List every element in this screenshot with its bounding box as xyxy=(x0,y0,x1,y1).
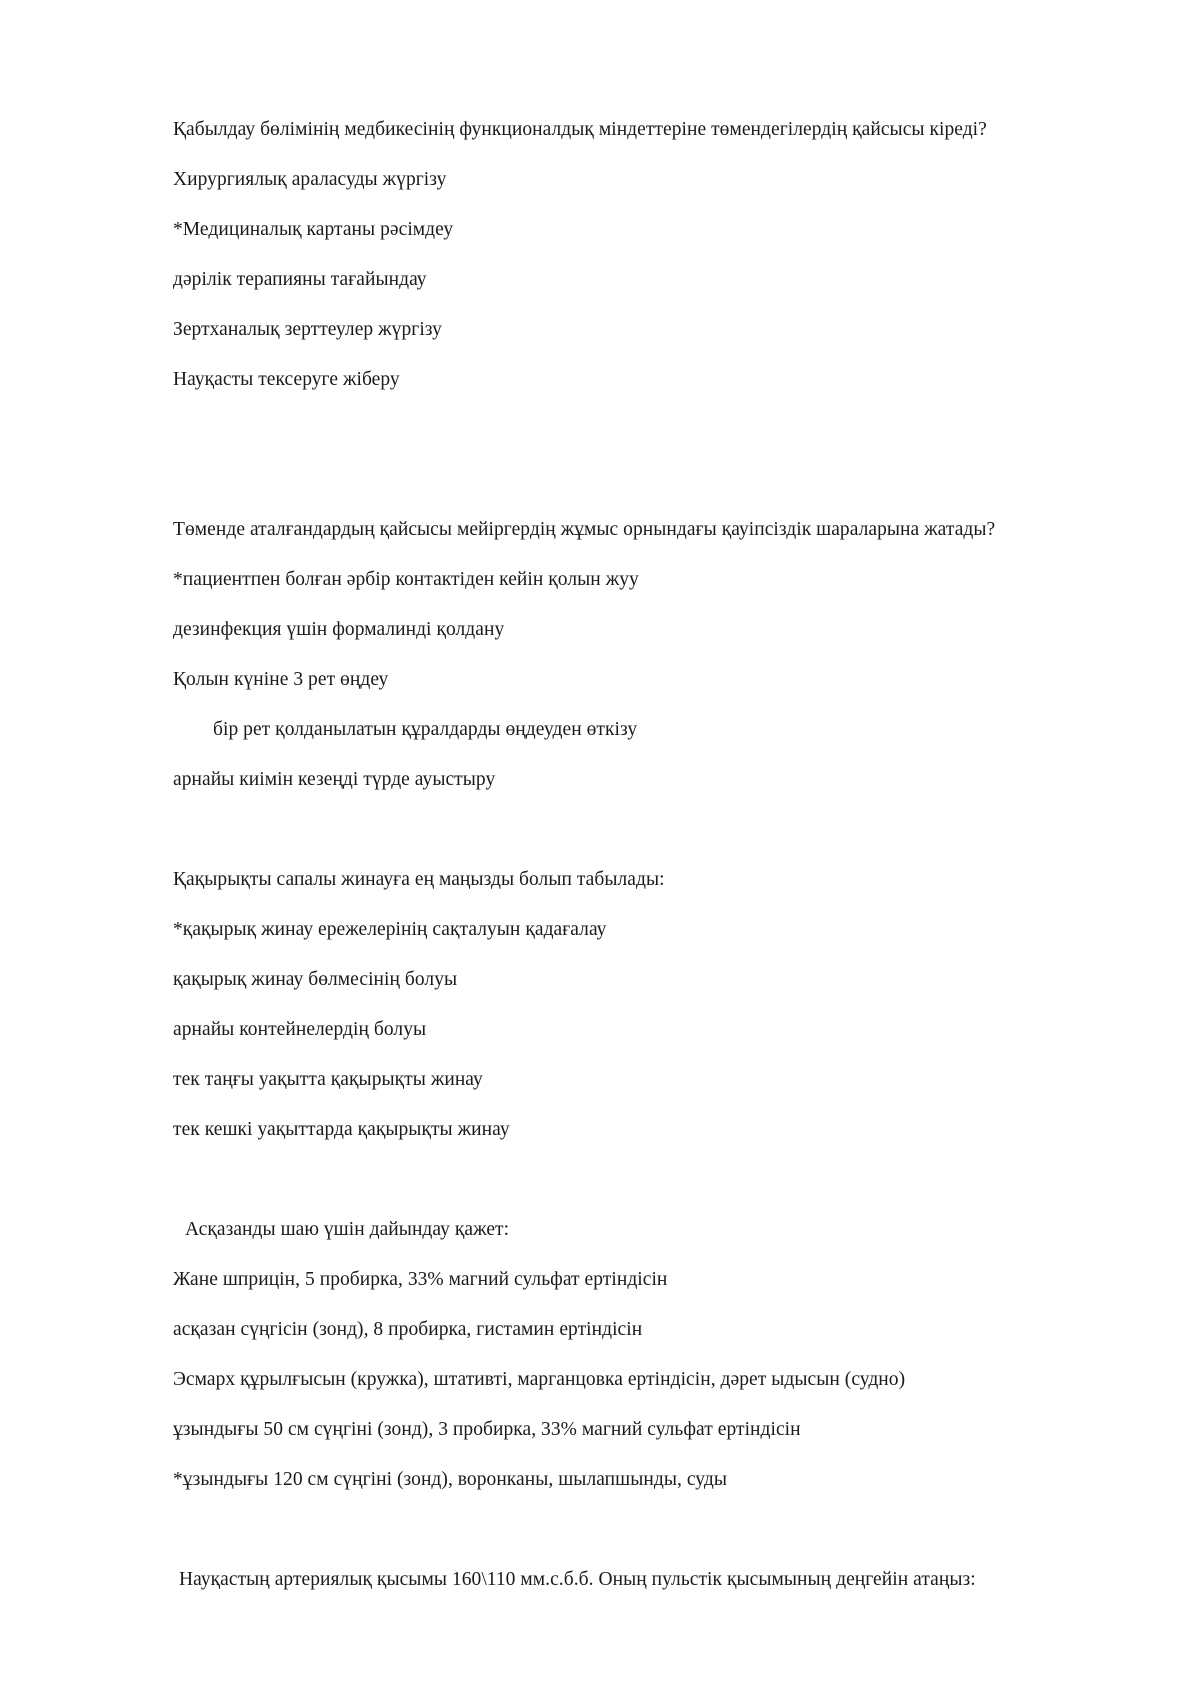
question-1-option-1: Хирургиялық араласуды жүргізу xyxy=(173,169,447,190)
question-3-option-2: қақырық жинау бөлмесінің болуы xyxy=(173,969,458,990)
question-4-option-4: ұзындығы 50 см сүңгіні (зонд), 3 пробирка, 33% магний сульфат ертіндісін xyxy=(173,1419,801,1440)
question-3-option-4: тек таңғы уақытта қақырықты жинау xyxy=(173,1069,483,1090)
question-2-option-4: бір рет қолданылатын құралдарды өңдеуден өткізу xyxy=(213,719,638,740)
question-1-option-3: дәрілік терапияны тағайындау xyxy=(173,269,427,290)
question-3-prompt: Қақырықты сапалы жинауға ең маңызды болып табылады: xyxy=(173,869,665,890)
question-4-option-3: Эсмарх құрылғысын (кружка), штативті, марганцовка ертіндісін, дәрет ыдысын (судно) xyxy=(173,1369,906,1390)
question-4-option-5: *ұзындығы 120 см сүңгіні (зонд), воронканы, шылапшынды, суды xyxy=(173,1469,727,1490)
question-4-prompt: Асқазанды шаю үшін дайындау қажет: xyxy=(185,1219,510,1240)
question-4-option-1: Жане шприцін, 5 пробирка, 33% магний сульфат ертіндісін xyxy=(173,1269,668,1290)
question-2-option-5: арнайы киімін кезеңді түрде ауыстыру xyxy=(173,769,496,790)
question-5-prompt: Науқастың артериялық қысымы 160\110 мм.с.б.б. Оның пульстік қысымының деңгейін атаңыз: xyxy=(179,1569,976,1590)
question-3-option-1: *қақырық жинау ережелерінің сақталуын қадағалау xyxy=(173,919,607,940)
question-1-option-2: *Медициналық картаны рәсімдеу xyxy=(173,219,454,240)
question-2-option-3: Қолын күніне 3 рет өңдеу xyxy=(173,669,389,690)
question-1-prompt: Қабылдау бөлімінің медбикесінің функционалдық міндеттеріне төмендегілердің қайсысы кіреді? xyxy=(173,119,987,140)
question-2-prompt: Төменде аталғандардың қайсысы мейіргердің жұмыс орнындағы қауіпсіздік шараларына жатады? xyxy=(173,519,996,540)
question-2-option-1: *пациентпен болған әрбір контактіден кейін қолын жуу xyxy=(173,569,639,590)
question-2-option-2: дезинфекция үшін формалинді қолдану xyxy=(173,619,505,640)
question-1-option-4: Зертханалық зерттеулер жүргізу xyxy=(173,319,442,340)
question-3-option-3: арнайы контейнелердің болуы xyxy=(173,1019,427,1040)
question-4-option-2: асқазан сүңгісін (зонд), 8 пробирка, гистамин ертіндісін xyxy=(173,1319,643,1340)
question-1-option-5: Науқасты тексеруге жіберу xyxy=(173,369,400,390)
question-3-option-5: тек кешкі уақыттарда қақырықты жинау xyxy=(173,1119,510,1140)
